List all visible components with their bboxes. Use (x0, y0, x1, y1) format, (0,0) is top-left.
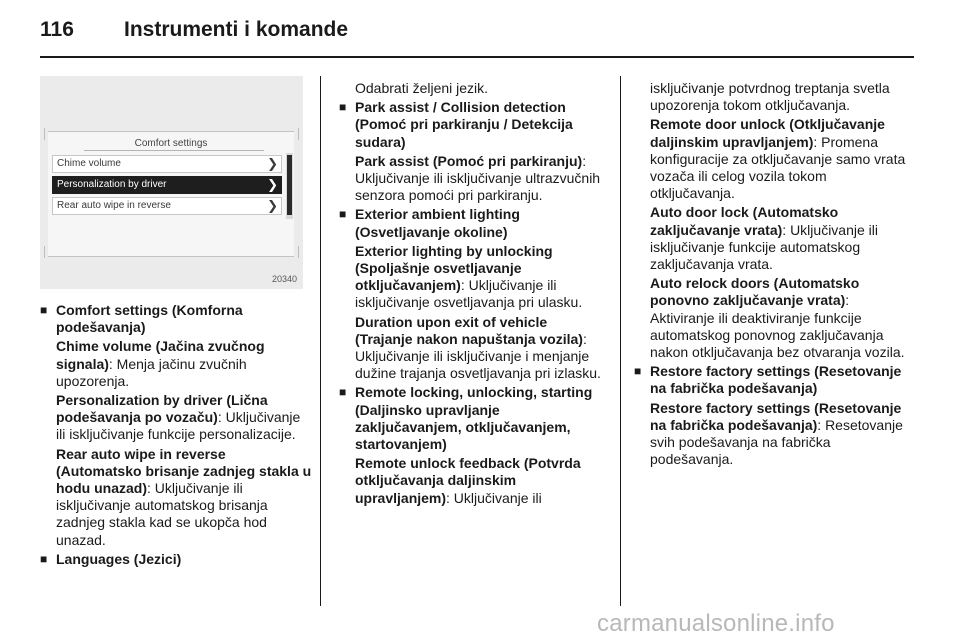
screen-bracket (298, 128, 299, 140)
menu-item-chime-volume (52, 155, 282, 173)
bullet-icon: ■ (339, 207, 347, 222)
term: Restore factory settings (Resetovanje na fabrička podešavanja) (650, 399, 902, 433)
menu-item-label: Rear auto wipe in reverse (57, 200, 171, 211)
description: : Aktiviranje ili deaktiviranje funkcije automatskog ponovnog zaključavanja nakon otključavanja bez otvaranja vozila. (650, 292, 905, 361)
list-item (339, 384, 607, 453)
list-item (339, 99, 607, 151)
screen-title: Comfort settings (134, 138, 208, 149)
bullet-icon: ■ (40, 551, 48, 566)
screen-bracket (44, 128, 45, 140)
list-item (339, 206, 607, 240)
menu-item-rear-wipe (52, 197, 282, 215)
section-heading: Comfort settings (Komforna podešavanja) (56, 302, 243, 336)
section-heading: Languages (Jezici) (56, 550, 182, 567)
page-number: 116 (40, 18, 74, 41)
paragraph (40, 392, 312, 444)
term: Duration upon exit of vehicle (Trajanje nakon napuštanja vozila) (355, 313, 583, 347)
paragraph (339, 153, 607, 205)
section-heading: Remote locking, unlocking, starting (Daljinsko upravljanje zaključavanjem, otključavanjem, startovanjem) (355, 384, 593, 453)
term: Rear auto wipe in reverse (Automatsko brisanje zadnjeg stakla u hodu unazad) (56, 445, 312, 497)
section-heading: Park assist / Collision detection (Pomoć pri parkiranju / Detekcija sudara) (355, 99, 573, 150)
paragraph (339, 455, 607, 507)
term: Exterior lighting by unlocking (Spoljašnje osvetljavanje otključavanjem) (355, 242, 553, 294)
paragraph (634, 275, 912, 361)
description: : Uključivanje ili isključivanje i menjanje dužine trajanja osvetljavanja pri izlasku. (355, 330, 601, 382)
column-1 (40, 302, 312, 570)
paragraph (634, 400, 912, 469)
bullet-icon: ■ (40, 303, 48, 317)
paragraph (634, 204, 912, 273)
chevron-right-icon: ❯ (267, 198, 278, 213)
menu-scroll-thumb (287, 155, 292, 215)
list-item (40, 551, 312, 568)
section-heading: Exterior ambient lighting (Osvetljavanje okoline) (355, 206, 520, 240)
chevron-right-icon: ❯ (267, 177, 278, 192)
screen-title-rule (84, 150, 264, 151)
menu-item-personalization (52, 176, 282, 194)
display-screen (48, 131, 294, 257)
paragraph (339, 314, 607, 383)
column-2 (339, 80, 607, 509)
paragraph (40, 338, 312, 390)
description: : Promena konfiguracije za otključavanje samo vrata vozača ili celog vozila tokom otključavanja. (650, 133, 906, 202)
screen-bracket (298, 246, 299, 258)
screen-bracket (44, 246, 45, 258)
paragraph: Odabrati željeni jezik. (355, 80, 489, 96)
description: : Uključivanje ili isključivanje funkcije personalizacije. (56, 409, 301, 443)
term: Remote door unlock (Otključavanje daljinskim upravljanjem) (650, 116, 885, 150)
paragraph (40, 446, 312, 549)
list-item (40, 302, 312, 336)
menu-scrollbar (286, 153, 293, 219)
term: Remote unlock feedback (Potvrda otključavanja daljinskim upravljanjem) (355, 455, 581, 506)
term: Auto door lock (Automatsko zaključavanje vrata) (650, 204, 839, 238)
paragraph (339, 243, 607, 312)
column-divider (620, 76, 621, 606)
description: : Uključivanje ili isključivanje funkcije automatskog zaključavanja vrata. (650, 221, 878, 273)
menu-item-label: Personalization by driver (57, 179, 167, 190)
comfort-settings-figure (40, 76, 303, 289)
paragraph: isključivanje potvrdnog treptanja svetla upozorenja tokom otključavanja. (650, 80, 890, 114)
column-divider (320, 76, 321, 606)
section-heading: Restore factory settings (Resetovanje na fabrička podešavanja) (650, 363, 902, 397)
term: Personalization by driver (Lična podešavanja po vozaču) (56, 392, 268, 426)
column-3 (634, 80, 912, 470)
paragraph (634, 116, 912, 202)
menu-item-label: Chime volume (57, 158, 121, 169)
description: : Uključivanje ili (446, 489, 542, 506)
description: : Menja jačinu zvučnih upozorenja. (56, 355, 247, 389)
term: Chime volume (Jačina zvučnog signala) (56, 338, 265, 372)
watermark: carmanualsonline.info (597, 610, 835, 637)
chevron-right-icon: ❯ (267, 156, 278, 171)
header-rule (40, 56, 914, 58)
list-item (634, 363, 912, 397)
description: : Uključivanje ili isključivanje automatskog brisanja zadnjeg stakla kad se ukopča hod unazad. (56, 480, 268, 548)
bullet-icon: ■ (339, 100, 347, 115)
description: : Resetovanje svih podešavanja na fabrička podešavanja. (650, 416, 903, 468)
description: : Uključivanje ili isključivanje osvetljavanja pri ulasku. (355, 277, 583, 311)
bullet-icon: ■ (339, 385, 347, 400)
term: Park assist (Pomoć pri parkiranju) (355, 152, 583, 169)
figure-code: 20340 (271, 274, 297, 284)
description: : Uključivanje ili isključivanje ultrazvučnih senzora pomoći pri parkiranju. (355, 152, 601, 204)
term: Auto relock doors (Automatsko ponovno zaključavanje vrata) (650, 275, 860, 309)
page-title: Instrumenti i komande (124, 18, 349, 41)
bullet-icon: ■ (634, 364, 642, 379)
